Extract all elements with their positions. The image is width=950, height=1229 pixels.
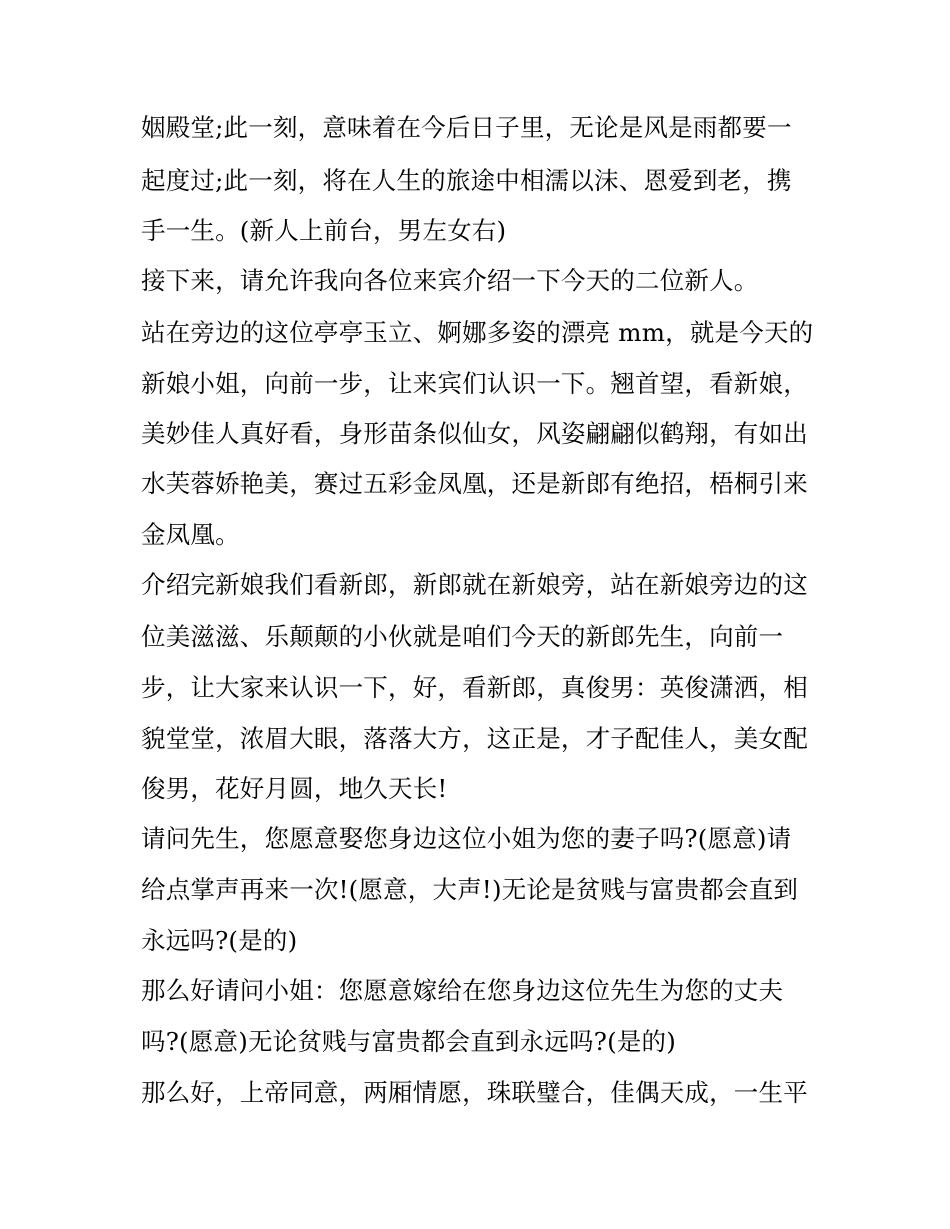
text-line: 新娘小姐，向前一步，让来宾们认识一下。翘首望，看新娘，: [141, 369, 808, 398]
text-line: 那么好请问小姐：您愿意嫁给在您身边这位先生为您的丈夫: [141, 976, 784, 1005]
text-line: 给点掌声再来一次!(愿意，大声!)无论是贫贱与富贵都会直到: [141, 875, 799, 904]
text-line: 金凤凰。: [141, 520, 240, 549]
text-line: 美妙佳人真好看，身形苗条似仙女，风姿翩翩似鹤翔，有如出: [141, 419, 808, 448]
text-line: 吗?(愿意)无论贫贱与富贵都会直到永远吗?(是的): [141, 1027, 677, 1056]
text-line: 介绍完新娘我们看新郎，新郎就在新娘旁，站在新娘旁边的这: [141, 570, 808, 599]
text-line: 位美滋滋、乐颠颠的小伙就是咱们今天的新郎先生，向前一: [141, 622, 784, 651]
text-line: 水芙蓉娇艳美，赛过五彩金凤凰，还是新郎有绝招，梧桐引来: [141, 469, 808, 498]
text-line: 俊男，花好月圆，地久天长!: [141, 774, 448, 803]
text-line: 接下来，请允许我向各位来宾介绍一下今天的二位新人。: [141, 266, 759, 295]
text-line: 貌堂堂，浓眉大眼，落落大方，这正是，才子配佳人，美女配: [141, 724, 808, 753]
text-line: 手一生。(新人上前台，男左女右): [141, 216, 507, 245]
text-line: 起度过;此一刻，将在人生的旅途中相濡以沫、恩爱到老，携: [141, 166, 792, 195]
text-line: 站在旁边的这位亭亭玉立、婀娜多姿的漂亮 mm，就是今天的: [141, 318, 814, 347]
text-line: 姻殿堂;此一刻，意味着在今后日子里，无论是风是雨都要一: [141, 113, 792, 142]
text-line: 那么好，上帝同意，两厢情愿，珠联璧合，佳偶天成，一生平: [141, 1078, 808, 1107]
text-line: 永远吗?(是的): [141, 926, 298, 955]
text-line: 请问先生，您愿意娶您身边这位小姐为您的妻子吗?(愿意)请: [141, 824, 792, 853]
text-line: 步，让大家来认识一下，好，看新郎，真俊男：英俊潇洒，相: [141, 673, 808, 702]
